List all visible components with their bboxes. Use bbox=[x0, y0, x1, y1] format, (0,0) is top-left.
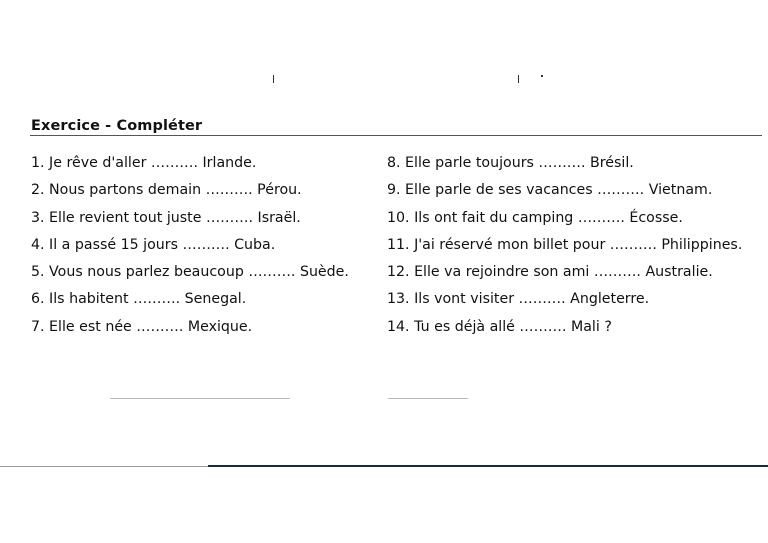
scan-artifact-mark bbox=[273, 75, 274, 83]
scan-artifact-line bbox=[388, 398, 468, 399]
exercise-item: 5. Vous nous parlez beaucoup ………. Suède. bbox=[31, 264, 349, 281]
exercise-list-left bbox=[31, 154, 349, 345]
scan-artifact-mark bbox=[518, 75, 519, 83]
exercise-item: 8. Elle parle toujours ………. Brésil. bbox=[387, 155, 634, 171]
page-divider-bold bbox=[208, 465, 768, 467]
title-underline bbox=[30, 135, 762, 136]
exercise-title: Exercice - Compléter bbox=[31, 118, 203, 134]
exercise-item: 4. Il a passé 15 jours ………. Cuba. bbox=[31, 236, 276, 253]
exercise-item: 7. Elle est née ………. Mexique. bbox=[31, 318, 253, 335]
exercise-item: 6. Ils habitent ………. Senegal. bbox=[31, 291, 247, 308]
scan-artifact-mark bbox=[541, 75, 543, 77]
exercise-item: 11. J'ai réservé mon billet pour ………. Philippines. bbox=[387, 236, 743, 253]
exercise-item: 13. Ils vont visiter ………. Angleterre. bbox=[387, 291, 650, 308]
exercise-item: 10. Ils ont fait du camping ………. Écosse. bbox=[387, 209, 683, 226]
exercise-item: 2. Nous partons demain ………. Pérou. bbox=[31, 182, 302, 199]
exercise-item: 3. Elle revient tout juste ………. Israël. bbox=[31, 209, 301, 226]
exercise-item: 9. Elle parle de ses vacances ………. Vietnam. bbox=[387, 182, 713, 199]
exercise-item: 14. Tu es déjà allé ………. Mali ? bbox=[387, 318, 612, 335]
exercise-list-right bbox=[387, 154, 742, 345]
scan-artifact-line bbox=[110, 398, 290, 399]
exercise-item: 12. Elle va rejoindre son ami ………. Australie. bbox=[387, 264, 713, 281]
exercise-item: 1. Je rêve d'aller ………. Irlande. bbox=[31, 155, 257, 171]
